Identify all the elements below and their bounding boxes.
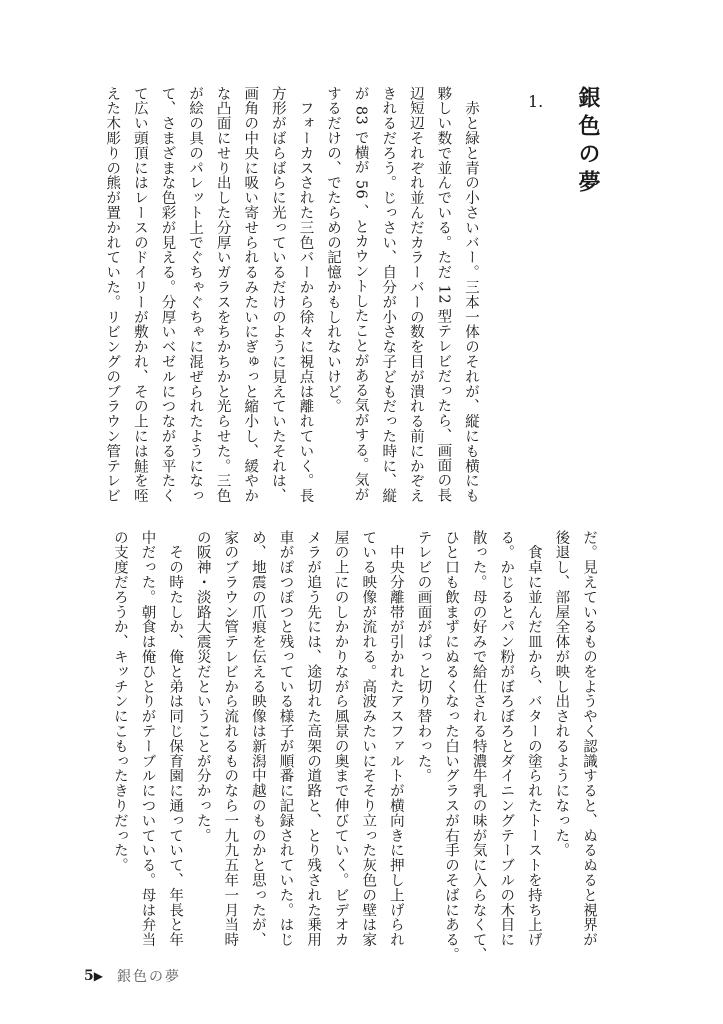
text-line: 車がぽつぽつと残っている様子が順番に記録されていた。はじ	[277, 530, 294, 948]
chapter-title: 銀色の夢	[575, 86, 601, 198]
lower-text-block	[105, 530, 602, 970]
text-line: の阪神・淡路大震災だということが分かった。	[194, 530, 211, 843]
text-line: 中央分離帯が引かれたアスファルトが横向きに押し上げられ	[387, 530, 404, 948]
text-line: ひと口も飲まずにぬるくなった白いグラスが右手のそばにある。	[443, 530, 460, 963]
text-line: な凸面にせり出した分厚いガラスをちかちかと光らせた。三色	[214, 86, 231, 504]
text-line: するだけの、でたらめの記憶かもしれないけど。	[325, 86, 342, 414]
text-line: の支度だろうか、キッチンにこもったきりだった。	[111, 530, 128, 873]
text-line: フォーカスされた三色バーから徐々に視点は離れていく。長	[297, 86, 314, 504]
arrow-icon: ▶	[93, 969, 103, 983]
text-line: 屋の上にのしかかりながら風景の奥まで伸びていく。ビデオカ	[332, 530, 349, 948]
text-line: メラが追う先には、途切れた高架の道路と、とり残された乗用	[305, 530, 322, 948]
text-line: 赤と緑と青の小さいバー。三本一体のそれが、縦にも横にも	[463, 86, 479, 504]
text-line: が絵の具のパレット上でぐちゃぐちゃに混ぜられたようになっ	[187, 86, 204, 504]
text-line: て広い頭頂にはレースのドイリーが敷かれ、その上には鮭を咥	[131, 86, 148, 504]
upper-text-block	[98, 86, 484, 526]
text-line: て、さまざまな色彩が見える。分厚いベゼルにつながる平たく	[159, 86, 176, 504]
text-line: 辺短辺それぞれ並んだカラーバーの数を目が潰れる前にかぞえ	[407, 86, 424, 504]
text-line: 食卓に並んだ皿から、バターの塗られたトーストを持ち上げ	[525, 530, 542, 948]
text-line: 方形がばらばらに光っているだけのように見えていたそれは、	[269, 86, 286, 504]
text-line: 画角の中央に吸い寄せられるみたいにぎゅっと縮小し、緩やか	[242, 86, 259, 504]
text-line: 夥しい数で並んでいる。ただ 12 型テレビだったら、画面の長	[435, 86, 452, 503]
text-line: えた木彫りの熊が置かれていた。リビングのブラウン管テレビ	[104, 86, 121, 504]
text-line: め、地震の爪痕を伝える映像は新潟中越のものかと思ったが、	[249, 530, 266, 948]
text-line: る。かじるとパン粉がぼろぼろとダイニングテーブルの木目に	[498, 530, 515, 948]
text-line: 散った。母の好みで給仕される特濃牛乳の味が気に入らなくて、	[470, 530, 487, 963]
text-line: その時たしか、俺と弟は同じ保育園に通っていて、年長と年	[167, 530, 184, 948]
running-title: 銀色の夢	[116, 969, 181, 985]
text-line: ている映像が流れる。高波みたいにそそり立った灰色の壁は家	[360, 530, 377, 948]
page-footer	[84, 966, 181, 986]
text-line: が 83 で横が 56 、とカウントしたことがある気がする。気が	[352, 86, 369, 503]
text-line: 中だった。朝食は俺ひとりがテーブルについている。母は弁当	[139, 530, 156, 948]
text-line: 後退し、部屋全体が映し出されるようになった。	[553, 530, 570, 858]
chapter-number: 1.	[528, 92, 544, 111]
text-line: 家のブラウン管テレビから流れるものなら一九九五年一月当時	[222, 530, 239, 948]
text-line: テレビの画面がぱっと切り替わった。	[415, 530, 432, 784]
text-line: きれるだろう。じっさい、自分が小さな子どもだった時に、縦	[380, 86, 397, 504]
page-number: 5	[84, 968, 94, 984]
text-line: だ。見えているものをようやく認識すると、ぬるぬると視界が	[581, 530, 597, 948]
